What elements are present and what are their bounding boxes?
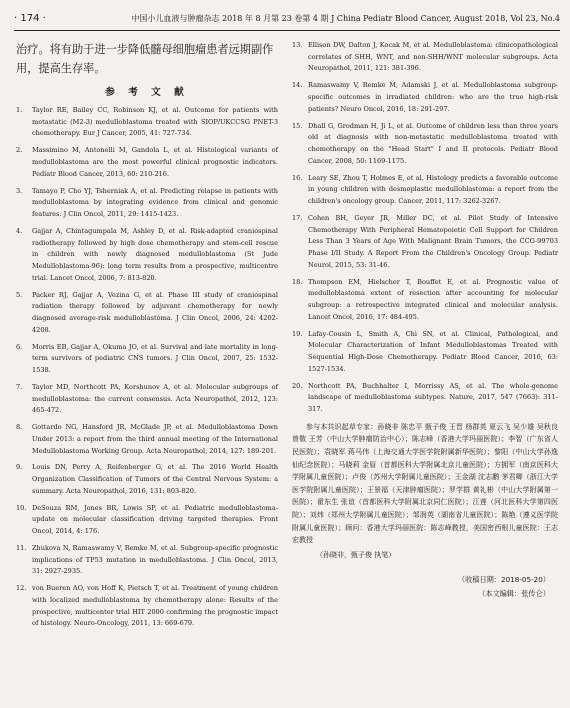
reference-item (292, 329, 558, 376)
reference-number: 17. (292, 213, 303, 222)
journal-citation: 中国小儿血液与肿瘤杂志 2018 年 8 月第 23 卷第 4 期 J China Pediatr Blood Cancer, August 2018, Vol 23, No.4 (131, 14, 560, 23)
reference-item (16, 105, 278, 140)
reference-number: 13. (292, 41, 303, 49)
reference-number: 1. (16, 106, 23, 114)
reference-number: 8. (16, 423, 23, 432)
reference-text: Lafay-Cousin L, Smith A, Chi SN, et al. Clinical, Pathological, and Molecular Characterization of Infant Medulloblastomas Treated with Sequential High-Dose Chemotherapy. Pediatr Blood Cancer, 2016, 63: 1527-1534. (308, 329, 558, 373)
reference-item (292, 80, 558, 115)
translators-note: （孙晓非，甄子俊 执笔） (316, 550, 396, 559)
reference-text: Thompson EM, Hielscher T, Bouffet E, et al. Prognostic value of medulloblastoma extent of resection after accounting for molecular subgroup: a retrospective integrated clinical and molecular analysis. Lancet Oncol, 2016, 17: 484-495. (308, 277, 558, 321)
reference-item (16, 462, 278, 497)
reference-number: 7. (16, 382, 23, 391)
reference-item (292, 381, 558, 416)
reference-number: 15. (292, 121, 303, 130)
acknowledgement-paragraph: 参与本共识起草专家：孙晓非 陈忠平 甄子俊 王晋 杨群英 夏云飞 吴少雄 吴秋良 曾敬 王芳（中山大学肿瘤防治中心）；陈志峰（香港大学玛丽医院）；李智（广东省人民医院）；袁晓军 蒋马伟（上海交通大学医学院附属新华医院）；黎阳（中山大学孙逸仙纪念医院）；马晓莉 金眉（首都医科大学附属北京儿童医院）；方拥军（南京医科大学附属儿童医院）；卢俊（苏州大学附属儿童医院）；王金湖 沈志鹏 茅君卿（浙江大学医学院附属儿童医院）；王景福（天津肿瘤医院）；罗学群 黄礼彬（中山大学附属第一医院）；翟东生 张谊（首都医科大学附属北京同仁医院）；江莲（河北医科大学第四医院）；刘炜（郑州大学附属儿童医院）；邹润英（湖南省儿童医院）；陈艳（遵义医学院附属儿童医院）；顾问：香港大学玛丽医院：陈志峰教授，美国密西根儿童医院：王志宏教授 (292, 422, 558, 545)
reference-number: 14. (292, 81, 303, 90)
reference-number: 11. (16, 544, 27, 553)
references-heading: 参 考 文 献 (105, 87, 189, 98)
reference-item (16, 145, 278, 180)
editor-note: （本文编辑：张传仑） (478, 588, 550, 598)
reference-item (292, 40, 558, 75)
reference-number: 16. (292, 173, 303, 182)
reference-number: 3. (16, 186, 23, 195)
reference-text: DeSouza RM, Jones BR, Lowis SP, et al. Pediatric medulloblastoma-update on molecular classification driving targeted therapies. Front Oncol, 2014, 4: 176. (32, 503, 278, 536)
reference-item (16, 186, 278, 221)
reference-text: Ellison DW, Dalton J, Kocak M, et al. Medulloblastoma: clinicopathological correlates of SHH, WNT, and non-SHH/WNT molecular subgroups. Acta Neuropathol, 2011, 121: 381-396. (308, 41, 558, 73)
reference-list-right (292, 40, 558, 416)
reference-number: 6. (16, 342, 23, 351)
reference-text: Louis DN, Perry A, Reifenberger G, et al. The 2016 World Health Organization Classification of Tumors of the Central Nervous System: a summary. Acta Neuropathol, 2016, 131: 803-820. (32, 463, 278, 495)
received-date: （收稿日期：2018-05-20） (457, 574, 550, 584)
left-column (16, 40, 278, 635)
reference-text: Morris EB, Gajjar A, Okuma JO, et al. Survival and late mortality in long-term survivors of pediatric CNS tumors. J Clin Oncol, 2007, 25: 1532-1538. (32, 342, 278, 374)
reference-text: Dhall G, Grodman H, Ji L, et al. Outcome of children less than three years old at diagnosis with non-metastatic medulloblastoma treated with chemotherapy on the "Head Start" I and II protocols. Pediatr Blood Cancer, 2008, 50: 1169-1175. (308, 121, 558, 165)
reference-number: 2. (16, 146, 23, 155)
reference-text: Gajjar A, Chintagumpala M, Ashley D, et al. Risk-adapted craniospinal radiotherapy followed by high dose chemotherapy and stem-cell rescue in children with newly diagnosed medulloblastoma (St Jude Medulloblastoma-96): long term results from a prospective, multicentre trial. Lancet Oncol, 2006, 7: 813-820. (32, 226, 278, 282)
right-column (292, 40, 558, 601)
reference-item (16, 290, 278, 337)
reference-number: 19. (292, 329, 303, 338)
reference-text: Taylor RE, Bailey CC, Robinson KJ, et al. Outcome for patients with metastatic (M2-3) medulloblastoma treated with SIOP/UKCCSG PNET-3 chemotherapy. Eur J Cancer, 2005, 41: 727-734. (32, 106, 278, 138)
reference-text: Cohen BH, Geyer JR, Miller DC, et al. Pilot Study of Intensive Chemotherapy With Peripheral Hematopoietic Cell Support for Children Less Than 3 Years of Age With Malignant Brain Tumors, the CCG-99703 Phase I/II Study. A Report From the Children's Oncology Group. Pediatr Neurol, 2015, 53: 31-46. (308, 213, 558, 269)
reference-item (16, 583, 278, 630)
reference-item (16, 422, 278, 457)
reference-number: 9. (16, 463, 23, 472)
page-number: · 174 · (14, 13, 46, 24)
reference-text: Taylor MD, Northcott PA, Korshunov A, et al. Molecular subgroups of medulloblastoma: the current consensus. Acta Neuropathol, 2012, 123: 465-472. (32, 382, 278, 415)
reference-list-left (16, 105, 278, 630)
reference-text: Packer RJ, Gajjar A, Vezina G, et al. Phase III study of craniospinal radiation therapy followed by adjuvant chemotherapy for newly diagnosed average-risk medulloblastoma. J Clin Oncol, 2006, 24: 4202-4208. (32, 290, 278, 334)
reference-text: Zhukova N, Ramaswamy V, Remke M, et al. Subgroup-specific prognostic implications of TP53 mutation in medulloblastoma. J Clin Oncol, 2013, 31: 2927-2935. (32, 544, 278, 576)
reference-item (292, 121, 558, 168)
intro-paragraph: 治疗。将有助于进一步降低髓母细胞瘤患者远期副作用，提高生存率。 (16, 43, 274, 75)
reference-text: von Bueren AO, von Hoff K, Pietsch T, et al. Treatment of young children with localized medulloblastoma by chemotherapy alone: Results of the prospective, multicenter trial HIT 2000 confirming the prognostic impact of histology. Neuro-Oncology, 2011, 13: 669-679. (32, 584, 278, 628)
reference-item (292, 173, 558, 208)
reference-text: Massimino M, Antonelli M, Gandola L, et al. Histological variants of medulloblastoma are the most powerful clinical prognostic indicators. Pediatr Blood Cancer, 2013, 60: 210-216. (32, 146, 278, 178)
reference-number: 4. (16, 226, 23, 235)
reference-item (16, 382, 278, 417)
reference-text: Tamayo P, Cho YJ, Tsherniak A, et al. Predicting relapse in patients with medulloblastoma by integrating evidence from clinical and genomic features. J Clin Oncol, 2011, 29: 1415-1423. (32, 186, 278, 218)
reference-item (16, 342, 278, 377)
reference-number: 18. (292, 277, 303, 286)
running-header (14, 8, 560, 31)
reference-text: Northcott PA, Buchhalter I, Morrissy AS, et al. The whole-genome landscape of medulloblastoma subtypes. Nature, 2017, 547 (7663): 311-317. (308, 381, 558, 413)
reference-number: 20. (292, 381, 303, 390)
reference-item (16, 226, 278, 285)
reference-item (16, 543, 278, 578)
reference-item (16, 503, 278, 538)
reference-number: 10. (16, 503, 27, 512)
reference-number: 5. (16, 290, 23, 299)
reference-text: Leary SE, Zhou T, Holmes E, et al. Histology predicts a favorable outcome in young children with desmoplastic medulloblastoma: a report from the children's oncology group. Cancer, 2011, 117: 3262-3267. (308, 173, 558, 205)
reference-text: Gottardo NG, Hansford JR, McGlade JP, et al. Medulloblastoma Down Under 2013: a report from the third annual meeting of the International Medulloblastoma Working Group. Acta Neuropathol, 2014, 127: 189-201. (32, 423, 278, 455)
reference-item (292, 213, 558, 272)
reference-number: 12. (16, 584, 27, 593)
reference-text: Ramaswamy V, Remke M, Adamski J, et al. Medulloblastoma subgroup-specific outcomes in irradiated children: who are the true high-risk patients? Neuro Oncol, 2016, 18: 291-297. (308, 81, 558, 113)
reference-item (292, 277, 558, 324)
